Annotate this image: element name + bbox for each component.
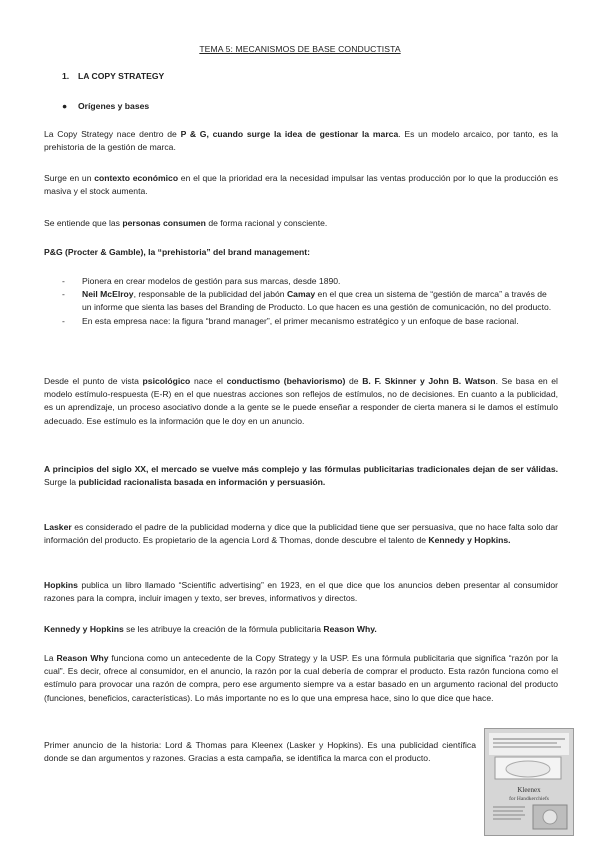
paragraph-first-ad: Primer anuncio de la historia: Lord & Thomas para Kleenex (Lasker y Hopkins). Es una publicidad científica donde se dan argumentos y razones. Gracias a esta campaña, se identifica la marca con el producto. <box>44 740 476 764</box>
dash-icon: - <box>62 276 65 286</box>
dash-icon: - <box>62 289 65 300</box>
text: de <box>345 376 363 386</box>
dash-icon: - <box>62 315 65 326</box>
bold-text: personas consumen <box>122 218 206 228</box>
bold-text: Reason Why <box>56 653 109 663</box>
text: Se entiende que las <box>44 218 123 228</box>
list-item <box>62 315 558 328</box>
pg-list <box>62 275 558 328</box>
text: , responsable de la publicidad del jabón <box>133 289 287 300</box>
bold-text: Lasker <box>44 522 72 532</box>
paragraph-reason-why <box>44 652 558 705</box>
bold-text: P & G, cuando surge la idea de gestionar la marca <box>180 129 399 139</box>
list-item <box>62 275 558 288</box>
bold-text: psicológico <box>142 376 191 386</box>
paragraph-reason-why-origin <box>44 623 558 636</box>
section-title: LA COPY STRATEGY <box>78 71 165 81</box>
bold-text: contexto económico <box>94 173 179 183</box>
paragraph-lasker <box>44 521 558 547</box>
text: En esta empresa nace: la figura “brand manager”, el primer mecanismo estratégico y un enfoque de base racional. <box>82 315 519 326</box>
text: Pionera en crear modelos de gestión para sus marcas, desde 1890. <box>82 276 341 286</box>
paragraph-20th-century <box>44 463 558 489</box>
section-heading <box>62 71 164 81</box>
bold-text: Hopkins <box>44 580 78 590</box>
paragraph-context <box>44 172 558 198</box>
ad-illustration <box>485 729 573 835</box>
document-title: TEMA 5: MECANISMOS DE BASE CONDUCTISTA <box>199 44 401 54</box>
bold-text: B. F. Skinner y John B. Watson <box>362 376 496 386</box>
bold-text: Neil McElroy <box>82 289 134 300</box>
kleenex-ad-image <box>484 728 574 836</box>
paragraph-behaviorism <box>44 375 558 428</box>
paragraph-rational <box>44 217 558 230</box>
text: . Es un modelo arcaico, por tanto, es la prehistoria de la gestión de marca. <box>44 129 558 153</box>
bold-text: Kennedy y Hopkins <box>44 624 124 634</box>
text: La Copy Strategy nace dentro de <box>44 129 181 139</box>
paragraph-hopkins <box>44 579 558 605</box>
bold-text: conductismo (behaviorismo) <box>226 376 346 386</box>
text: publica un libro llamado “Scientific advertising” en 1923, en el que dice que los anuncios deben presentar al consumidor razones para la compra, incluir imagen y texto, ser breves, informativos y directos. <box>44 580 558 604</box>
bold-text: Camay <box>286 289 316 300</box>
ad-subline: for Handkerchiefs <box>509 796 549 802</box>
text: funciona como un antecedente de la Copy Strategy y la USP. Es una fórmula publicitaria que significa “razón por la cual”. Es decir, ofrece al consumidor, en el anuncio, la razón por la cual debería de comprar el producto. Esta razón funciona como el estímulo para provocar una razón de compra, pero ese argumento siempre va a estar basado en un argumento racional del producto (funciones, beneficios, características). Lo más importante no es lo que una empresa hace, sino lo que dice que hace. <box>44 653 558 703</box>
bold-text: Kennedy y Hopkins. <box>428 535 511 546</box>
text: de forma racional y consciente. <box>205 218 328 228</box>
list-item <box>62 288 558 314</box>
text: Desde el punto de vista <box>44 376 143 386</box>
text: Surge en un <box>44 173 95 183</box>
text: es considerado el padre de la publicidad moderna y dice que la publicidad tiene que ser persuasiva, que no hace falta solo dar información del producto. Es propietario de la agencia Lord & Thomas, donde descubre el talento de <box>44 522 558 546</box>
text: Surge la <box>44 477 79 488</box>
subsection-heading <box>62 101 149 111</box>
text: se les atribuye la creación de la fórmula publicitaria <box>123 624 324 634</box>
text: La <box>44 653 57 663</box>
paragraph-origin <box>44 128 558 154</box>
text: en el que la prioridad era la necesidad impulsar las ventas producción por lo que la producción es masiva y el stock aumenta. <box>44 173 559 197</box>
bold-text: A principios del siglo XX, el mercado se vuelve más complejo y las fórmulas publicitarias tradicionales dejan de ser válidas. <box>44 464 558 474</box>
subsection-title: Orígenes y bases <box>78 101 150 111</box>
bold-text: publicidad racionalista basada en información y persuasión. <box>78 477 326 488</box>
text: en el que crea un sistema de “gestión de marca” a través de un informe que sienta las bases del Branding de Producto. Lo que hacen es una gestión de comunicación, no del producto. <box>82 289 552 313</box>
text: nace el <box>190 376 227 386</box>
ad-headline: Kleenex <box>517 786 541 794</box>
text: . Se basa en el modelo estímulo-respuesta (E-R) en el que nuestras acciones son reflejos de estímulos, no de decisiones. En cuanto a la publicidad, es un aprendizaje, un proceso asociativo donde a la gente se le puede enseñar a responder de cierta manera si le damos el estímulo adecuado. Ese estímulo es la información que le doy en un anuncio. <box>44 376 558 426</box>
section-number: 1. <box>62 71 70 81</box>
bullet-icon: ● <box>62 101 68 111</box>
bold-text: Reason Why. <box>323 624 377 634</box>
pg-heading: P&G (Procter & Gamble), la “prehistoria” del brand management: <box>44 247 310 257</box>
